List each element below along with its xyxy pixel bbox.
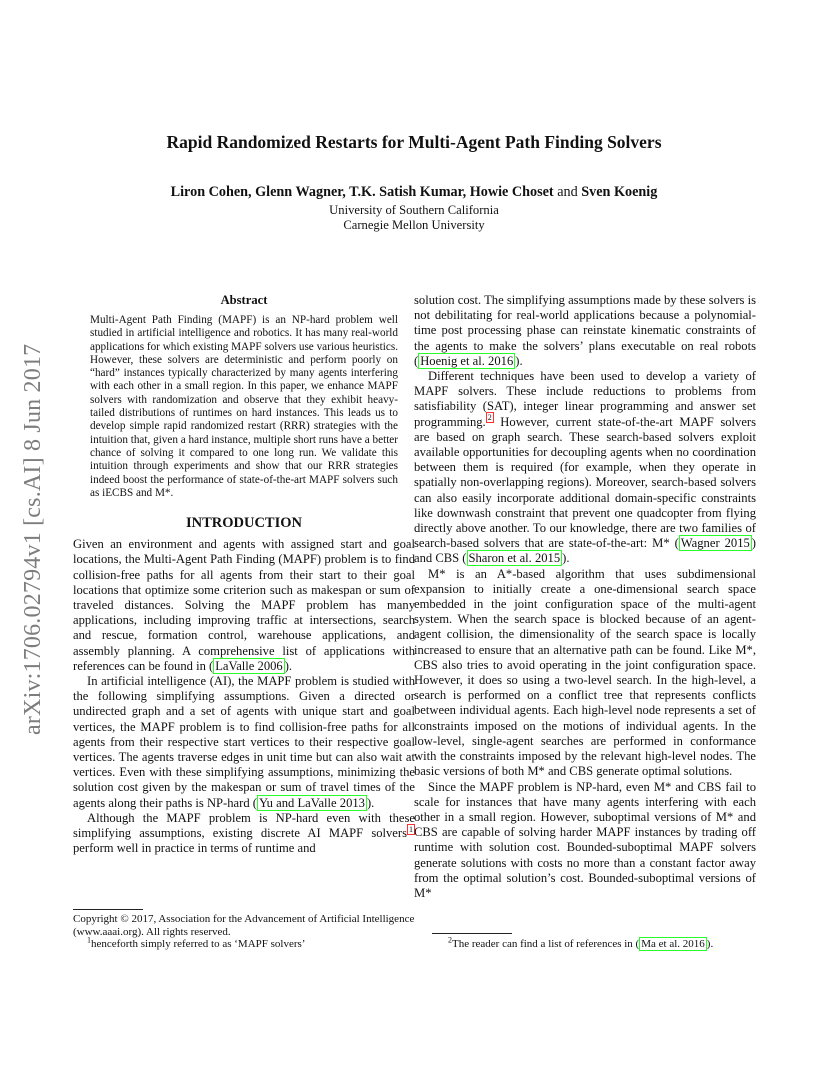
paragraph-text: However, current state-of-the-art MAPF solvers are based on graph search. These search-based solvers exploit available opportunities for decoupling agents when no coordination between them is required (for example, when they operate in spatially non-overlapping regions). Moreover, search-based solvers can also easily incorporate additional domain-specific constraints like downwash constraint that prevent one quadcopter from flying directly above another. To our knowledge, there are two families of search-based solvers that are state-of-the-art: M* — [414, 414, 756, 551]
paragraph: Since the MAPF problem is NP-hard, even M* and CBS fail to scale for instances that have many agents interfering with each other in a small region. However, suboptimal versions of M* and CBS are capable of solving harder MAPF instances by trading off runtime with solution cost. Bounded-suboptimal MAPF solvers generate solutions with costs no more than a constant factor away from the optimal solution’s cost. Bounded-suboptimal versions of M* — [414, 779, 756, 900]
paragraph: M* is an A*-based algorithm that uses subdimensional expansion to initially create a one-dimensional search space embedded in the joint configuration space of the multi-agent system. When the search space is blocked because of an agent-agent collision, the dimensionality of the search space is locally increased to ensure that an alternative path can be found. Like M*, CBS also tries to avoid operating in the joint configuration space. However, it does so using a two-level search. In the high-level, a search is performed on a conflict tree that represents conflicts between individual agents. Each high-level node represents a set of constraints imposed on the motions of individual agents. In the low-level, single-agent searches are performed in conformance with the constraints imposed by the relevant high-level nodes. The basic versions of both M* and CBS generate optimal solutions. — [414, 566, 756, 779]
copyright-notice: Copyright © 2017, Association for the Advancement of Artificial Intelligence (www.aaai.org). All rights reserved. — [73, 913, 415, 938]
author-list — [60, 184, 768, 201]
paragraph-text: In artificial intelligence (AI), the MAPF problem is studied with the following simplifying assumptions. Given a directed or undirected graph and a set of agents with unique start and goal vertices, the MAPF problem is to find collision-free paths for all agents from their respective start vertices to their respective goal vertices. The agents traverse edges in unit time but can also wait at vertices. Even with these simplifying assumptions, minimizing the solution cost given by the makespan or sum of travel times of the agents along their paths is NP-hard — [73, 673, 415, 810]
abstract-heading: Abstract — [220, 293, 268, 307]
footnote-rule — [73, 909, 143, 910]
paragraph — [73, 811, 415, 857]
paragraph-text: . — [519, 353, 523, 368]
footnote-number: 2 — [448, 935, 452, 945]
paragraph-text: Different techniques have been used to develop a variety of MAPF solvers. These include reductions to problems from satisfiability (SAT), integer linear programming and answer set programming. — [414, 369, 756, 429]
paper-title: Rapid Randomized Restarts for Multi-Agent Path Finding Solvers — [166, 132, 662, 152]
footnote-link[interactable]: 1 — [409, 824, 413, 834]
paragraph: In artificial intelligence (AI), the MAPF problem is studied with the following simplifying assumptions. Given a directed or undirected graph and a set of agents with unique start and goal vertices, the MAPF problem is to find collision-free paths for all agents from their respective start vertices to their respective goal vertices. The agents traverse edges in unit time but can also wait at vertices. Even with these simplifying assumptions, minimizing the solution cost given by the makespan or sum of travel times of the agents along their paths is NP-hard ( Yu and LaValle 2013 ). — [73, 673, 415, 810]
authors-and: and — [557, 184, 578, 200]
citation-link[interactable]: Ma et al. 2016 — [641, 938, 705, 950]
citation-link[interactable]: Sharon et al. 2015 — [468, 551, 561, 566]
footnote — [87, 935, 415, 951]
footnote-text: . — [710, 938, 714, 950]
authors: Liron Cohen, Glenn Wagner, T.K. Satish Kumar, Howie Choset — [170, 184, 554, 200]
paragraph: Different techniques have been used to develop a variety of MAPF solvers. These include reductions to problems from satisfiability (SAT), integer linear programming and answer set programming. $^2$ However, current state-of-the-art MAPF solvers are based on graph search. These search-based solvers exploit available opportunities for decoupling agents when no coordination between them is required (for example, when they operate in spatially non-overlapping regions). Moreover, search-based solvers can also easily incorporate additional domain-specific constraints like downwash constraint that prevent one quadcopter from flying directly above another. To our knowledge, there are two families of search-based solvers that are state-of-the-art: M* ( Wagner 2015 ) and CBS ( Sharon et al. 2015 ). — [414, 369, 756, 566]
footnote-number: 1 — [87, 935, 91, 945]
affiliation: University of Southern California — [329, 203, 499, 217]
paragraph-text: . — [566, 551, 570, 566]
footnote-text: henceforth simply referred to as ‘MAPF solvers’ — [91, 938, 306, 950]
paragraph-text: solution cost. The simplifying assumptions made by these solvers is not debilitating for real-world applications because a polynomial-time post processing phase can reinstate kinematic constraints of the agents to make the solvers’ plans executable on real robots — [414, 293, 756, 353]
arxiv-stamp: arXiv:1706.02794v1 [cs.AI] 8 Jun 2017 — [20, 343, 46, 735]
paragraph-text: perform well in practice in terms of runtime and — [73, 841, 316, 856]
citation-link[interactable]: Yu and LaValle 2013 — [258, 795, 365, 810]
paragraph-text: and CBS — [414, 551, 463, 566]
footnote-rule — [432, 933, 512, 934]
citation-link[interactable]: Hoenig et al. 2016 — [420, 353, 514, 368]
citation-link[interactable]: Wagner 2015 — [680, 536, 750, 551]
paragraph-text: . — [371, 795, 375, 810]
paragraph: solution cost. The simplifying assumptions made by these solvers is not debilitating for real-world applications because a polynomial-time post processing phase can reinstate kinematic constraints of the agents to make the solvers’ plans executable on real robots ( Hoenig et al. 2016 ). — [414, 293, 756, 368]
affiliation: Carnegie Mellon University — [343, 218, 485, 232]
paragraph-text: Although the MAPF problem is NP-hard even with these simplifying assumptions, existing discrete AI MAPF solvers — [73, 810, 415, 841]
abstract-text: Multi-Agent Path Finding (MAPF) is an NP-hard problem well studied in artificial intelligence and robotics. It has many real-world applications for which existing MAPF solvers use various heuristics. However, these solvers are deterministic and perform poorly on “hard” instances typically characterized by many agents interfering with each other in a small region. In this paper, we enhance MAPF solvers with randomization and observe that they exhibit heavy-tailed distributions of runtimes on hard instances. This leads us to develop simple rapid randomized restart (RRR) strategies with the intuition that, given a hard instance, multiple short runs have a better chance of solving it compared to one long run. We validate this intuition through experiments and show that our RRR strategies indeed boost the performance of state-of-the-art MAPF solvers such as iECBS and M*. — [90, 314, 398, 499]
footnote-text: The reader can find a list of references in — [452, 938, 633, 950]
section-heading: INTRODUCTION — [185, 515, 302, 532]
author-last: Sven Koenig — [581, 184, 658, 200]
footnote-link[interactable]: 2 — [487, 413, 492, 423]
paragraph-text: . — [288, 658, 293, 673]
paragraph: Given an environment and agents with assigned start and goal locations, the Multi-Agent Path Finding (MAPF) problem is to find collision-free paths for all agents from their start to their goal locations that optimize some criterion such as makespan or sum of traveled distances. Solving the MAPF problem has many applications, including improving traffic at intersections, search and rescue, formation control, warehouse applications, and assembly planning. A comprehensive list of applications with references can be found in ( LaValle 2006 ). — [73, 537, 415, 673]
footnote: $^2$The reader can find a list of references in ( Ma et al. 2016 ). — [448, 935, 714, 950]
right-column — [414, 293, 756, 901]
paragraph-text: Given an environment and agents with assigned start and goal locations, the Multi-Agent Path Finding (MAPF) problem is to find collision-free paths for all agents from their start to their goal locations that optimize some criterion such as makespan or sum of traveled distances. Solving the MAPF problem has many applications, including improving traffic at intersections, search and rescue, formation control, warehouse applications, and assembly planning. A comprehensive list of applications with references can be found in — [73, 537, 415, 673]
citation-link[interactable]: LaValle 2006 — [215, 658, 283, 673]
left-column — [73, 293, 415, 856]
